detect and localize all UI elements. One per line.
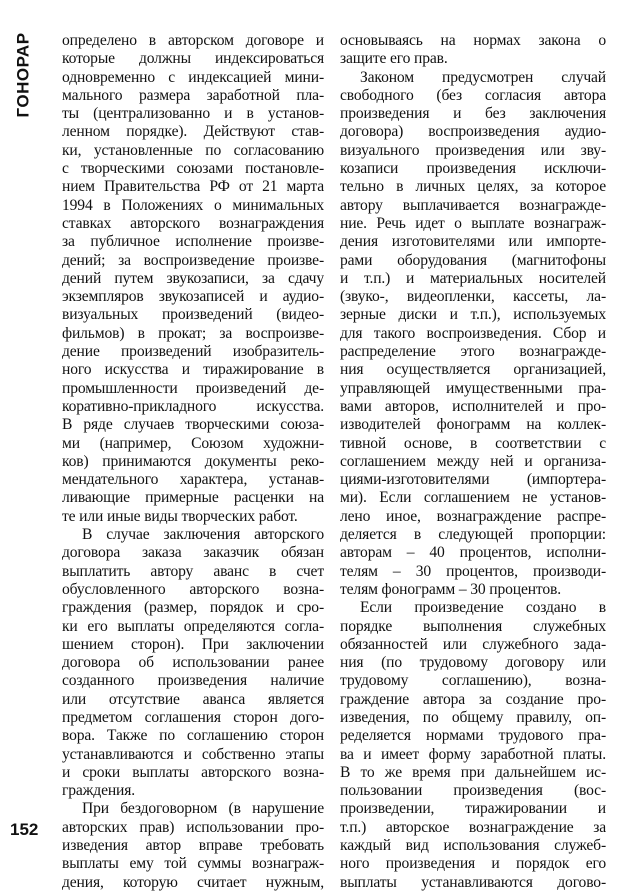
text-line: обусловленного авторского возна-: [62, 580, 324, 598]
text-line: ливающие примерные расценки на: [62, 489, 324, 507]
text-line: и сроки выплаты авторского возна-: [62, 763, 324, 781]
text-line: зерные диски и т.п.), используемых: [340, 306, 606, 324]
text-line: граждения (размер, порядок и сро-: [62, 599, 324, 617]
text-line: лено иное, вознаграждение распре-: [340, 507, 606, 525]
text-line: ки его выплаты определяются согла-: [62, 617, 324, 635]
text-line: 1994 в Положениях о минимальных: [62, 196, 324, 214]
text-line: деляется в следующей пропорции:: [340, 526, 606, 544]
text-line: распределение этого вознагражде-: [340, 343, 606, 361]
text-line: В то же время при дальнейшем ис-: [340, 763, 606, 781]
text-line: выплаты устанавливаются догово-: [340, 873, 606, 891]
text-line: предметом соглашения сторон дого-: [62, 708, 324, 726]
text-line: обязанностей или служебного зада-: [340, 635, 606, 653]
text-line: дений путем звукозаписи, за сдачу: [62, 269, 324, 287]
left-text-column: [62, 32, 324, 892]
text-line: договора об использовании ранее: [62, 654, 324, 672]
running-head-text: ГОНОРАР: [14, 32, 34, 118]
text-line: ределяется нормами трудового пра-: [340, 727, 606, 745]
text-line: мендательного характера, устанав-: [62, 471, 324, 489]
text-line: определено в авторском договоре и: [62, 32, 324, 49]
text-line: тивной основе, в соответствии с: [340, 434, 606, 452]
text-line: произведении, тиражировании и: [340, 800, 606, 818]
text-line: пользовании произведения (вос-: [340, 782, 606, 800]
text-line: для такого воспроизведения. Сбор и: [340, 324, 606, 342]
text-line: фильмов) в прокат; за воспроизве-: [62, 324, 324, 342]
text-line: В случае заключения авторского: [82, 526, 324, 544]
text-line: которые должны индексироваться: [62, 50, 324, 68]
text-line: те или иные виды творческих работ.: [62, 507, 298, 525]
text-line: авторам – 40 процентов, исполни-: [340, 544, 606, 562]
text-line: ния (по трудовому договору или: [340, 654, 606, 672]
text-line: вами авторов, исполнителей и про-: [340, 397, 606, 415]
text-line: свободного (без согласия автора: [340, 86, 606, 104]
text-line: выплатить автору аванс в счет: [62, 562, 324, 580]
text-line: ми (например, Союзом художни-: [62, 434, 324, 452]
text-line: т.п.) авторское вознаграждение за: [340, 818, 606, 836]
text-line: ки, установленные по согласованию: [62, 141, 324, 159]
text-line: циями-изготовителями (импортера-: [340, 471, 606, 489]
text-line: Если произведение создано в: [360, 599, 606, 617]
text-line: дений; за воспроизведение произве-: [62, 251, 324, 269]
text-line: ного искусства и тиражирование в: [62, 361, 324, 379]
text-line: изводителей фонограмм на коллек-: [340, 416, 606, 434]
text-line: авторских прав) использовании про-: [62, 818, 324, 836]
text-line: ков) принимаются документы реко-: [62, 452, 324, 470]
text-line: шением сторон). При заключении: [62, 635, 324, 653]
text-line: ленном порядке). Действуют став-: [62, 123, 324, 141]
right-text-column: [340, 32, 606, 892]
text-line: или отсутствие аванса является: [62, 690, 324, 708]
text-line: ва и имеет форму заработной платы.: [340, 745, 606, 763]
text-line: визуальных произведений (видео-: [62, 306, 324, 324]
text-line: изведения автор вправе требовать: [62, 837, 324, 855]
text-line: экземпляров звукозаписей и аудио-: [62, 288, 324, 306]
text-line: ты (централизованно и в установ-: [62, 105, 324, 123]
text-line: и т.п.) и материальных носителей: [340, 269, 606, 287]
text-line: произведения и без заключения: [340, 105, 606, 123]
text-line: ние. Речь идет о выплате вознаграж-: [340, 214, 606, 232]
text-line: мального размера заработной пла-: [62, 86, 324, 104]
text-line: тельно в личных целях, за которое: [340, 178, 606, 196]
text-line: телям – 30 процентов, производи-: [340, 562, 606, 580]
text-line: вора. Также по соглашению сторон: [62, 727, 324, 745]
text-line: трудовому соглашению), возна-: [340, 672, 606, 690]
text-line: управляющей имущественными пра-: [340, 379, 606, 397]
text-line: граждения.: [62, 782, 136, 800]
text-line: ния осуществляется организацией,: [340, 361, 606, 379]
text-line: коративно-прикладного искусства.: [62, 397, 324, 415]
text-line: порядке выполнения служебных: [340, 617, 606, 635]
text-line: граждение автора за создание про-: [340, 690, 606, 708]
text-line: ставках авторского вознаграждения: [62, 214, 324, 232]
text-line: визуального произведения или зву-: [340, 141, 606, 159]
text-line: козаписи произведения исключи-: [340, 160, 606, 178]
text-line: рами оборудования (магнитофоны: [340, 251, 606, 269]
text-line: выплаты ему той суммы вознаграж-: [62, 855, 324, 873]
text-line: изведения, по общему правилу, оп-: [340, 708, 606, 726]
text-line: В ряде случаев творческими союза-: [62, 416, 324, 434]
text-line: автору выплачивается вознагражде-: [340, 196, 606, 214]
text-line: дения, которую считает нужным,: [62, 873, 324, 891]
text-line: соглашением между ней и организа-: [340, 452, 606, 470]
running-head: [10, 34, 38, 116]
text-line: ного произведения и порядок его: [340, 855, 606, 873]
text-line: устанавливаются и собственно этапы: [62, 745, 324, 763]
text-line: одновременно с индексацией мини-: [62, 68, 324, 86]
text-line: телям фонограмм – 30 процентов.: [340, 580, 562, 598]
text-line: созданного произведения наличие: [62, 672, 324, 690]
text-line: за публичное исполнение произве-: [62, 233, 324, 251]
text-line: промышленности произведений де-: [62, 379, 324, 397]
text-line: договора заказа заказчик обязан: [62, 544, 324, 562]
text-line: дение произведений изобразитель-: [62, 343, 324, 361]
text-line: договора) воспроизведения аудио-: [340, 123, 606, 141]
text-line: ми). Если соглашением не установ-: [340, 489, 606, 507]
text-line: нием Правительства РФ от 21 марта: [62, 178, 324, 196]
text-line: основываясь на нормах закона о: [340, 32, 606, 49]
text-line: защите его прав.: [340, 50, 448, 68]
text-line: с творческими союзами постановле-: [62, 160, 324, 178]
text-line: Законом предусмотрен случай: [360, 68, 606, 86]
text-line: каждый вид использования служеб-: [340, 837, 606, 855]
page-number: 152: [10, 820, 39, 839]
text-line: При бездоговорном (в нарушение: [82, 800, 324, 818]
text-line: дения изготовителями или импорте-: [340, 233, 606, 251]
text-line: (звуко-, видеопленки, кассеты, ла-: [340, 288, 606, 306]
